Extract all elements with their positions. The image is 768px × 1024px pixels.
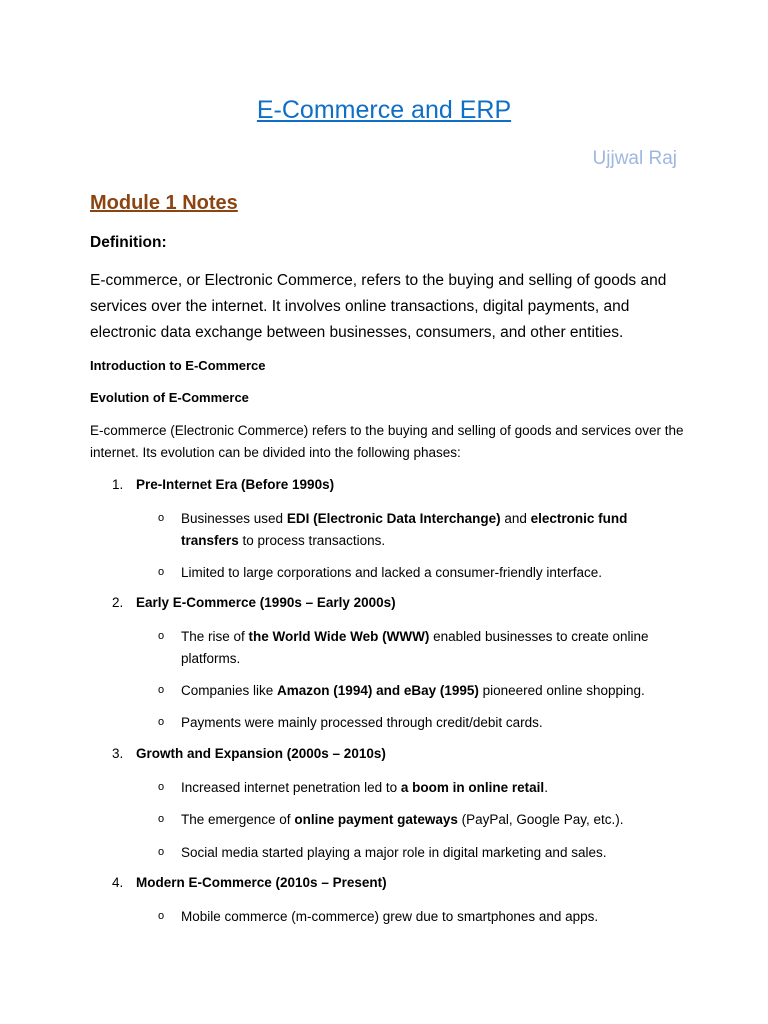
bullet-icon: o [158,716,165,728]
intro-text: E-commerce (Electronic Commerce) refers to the buying and selling of goods and services over the internet. Its evolution can be divided into the following phases: [90,423,684,460]
phase-title: Modern E-Commerce (2010s – Present) [136,875,387,890]
list-item: o Social media started playing a major role in digital marketing and sales. [158,842,678,864]
list-item: o Increased internet penetration led to a boom in online retail. [158,777,678,799]
phase-number: 1. [112,477,124,492]
phase-number: 3. [112,746,124,761]
bullet-icon: o [158,512,165,524]
phase-number: 4. [112,875,124,890]
module-heading: Module 1 Notes [90,192,238,214]
bullet-icon: o [158,684,165,696]
evolution-heading: Evolution of E-Commerce [90,390,249,405]
list-item: o Limited to large corporations and lacked a consumer-friendly interface. [158,562,678,584]
phase-title: Early E-Commerce (1990s – Early 2000s) [136,595,396,610]
list-item: o Mobile commerce (m-commerce) grew due to smartphones and apps. [158,906,678,928]
bullet-icon: o [158,566,165,578]
definition-text: E-commerce, or Electronic Commerce, refers to the buying and selling of goods and services over the internet. It involves online transactions, digital payments, and electronic data exchange between businesses, consumers, and other entities. [90,272,667,341]
bullet-icon: o [158,630,165,642]
author-name: Ujjwal Raj [592,148,677,169]
list-item: o Payments were mainly processed through credit/debit cards. [158,712,678,734]
phase-3-heading [112,746,386,761]
definition-label: Definition: [90,234,167,251]
list-item: o The emergence of online payment gateways (PayPal, Google Pay, etc.). [158,809,678,831]
phase-title: Growth and Expansion (2000s – 2010s) [136,746,386,761]
list-item: o Companies like Amazon (1994) and eBay (1995) pioneered online shopping. [158,680,678,702]
bullet-icon: o [158,813,165,825]
bullet-icon: o [158,910,165,922]
phase-1-heading [112,477,334,492]
intro-heading: Introduction to E-Commerce [90,358,266,373]
list-item: o Businesses used EDI (Electronic Data Interchange) and electronic fund transfers to process transactions. [158,508,678,551]
document-title: E-Commerce and ERP [256,96,512,124]
phase-2-heading [112,595,396,610]
list-item: o The rise of the World Wide Web (WWW) enabled businesses to create online platforms. [158,626,678,669]
bullet-icon: o [158,846,165,858]
phase-4-heading [112,875,387,890]
bullet-icon: o [158,781,165,793]
phase-title: Pre-Internet Era (Before 1990s) [136,477,335,492]
phase-number: 2. [112,595,124,610]
